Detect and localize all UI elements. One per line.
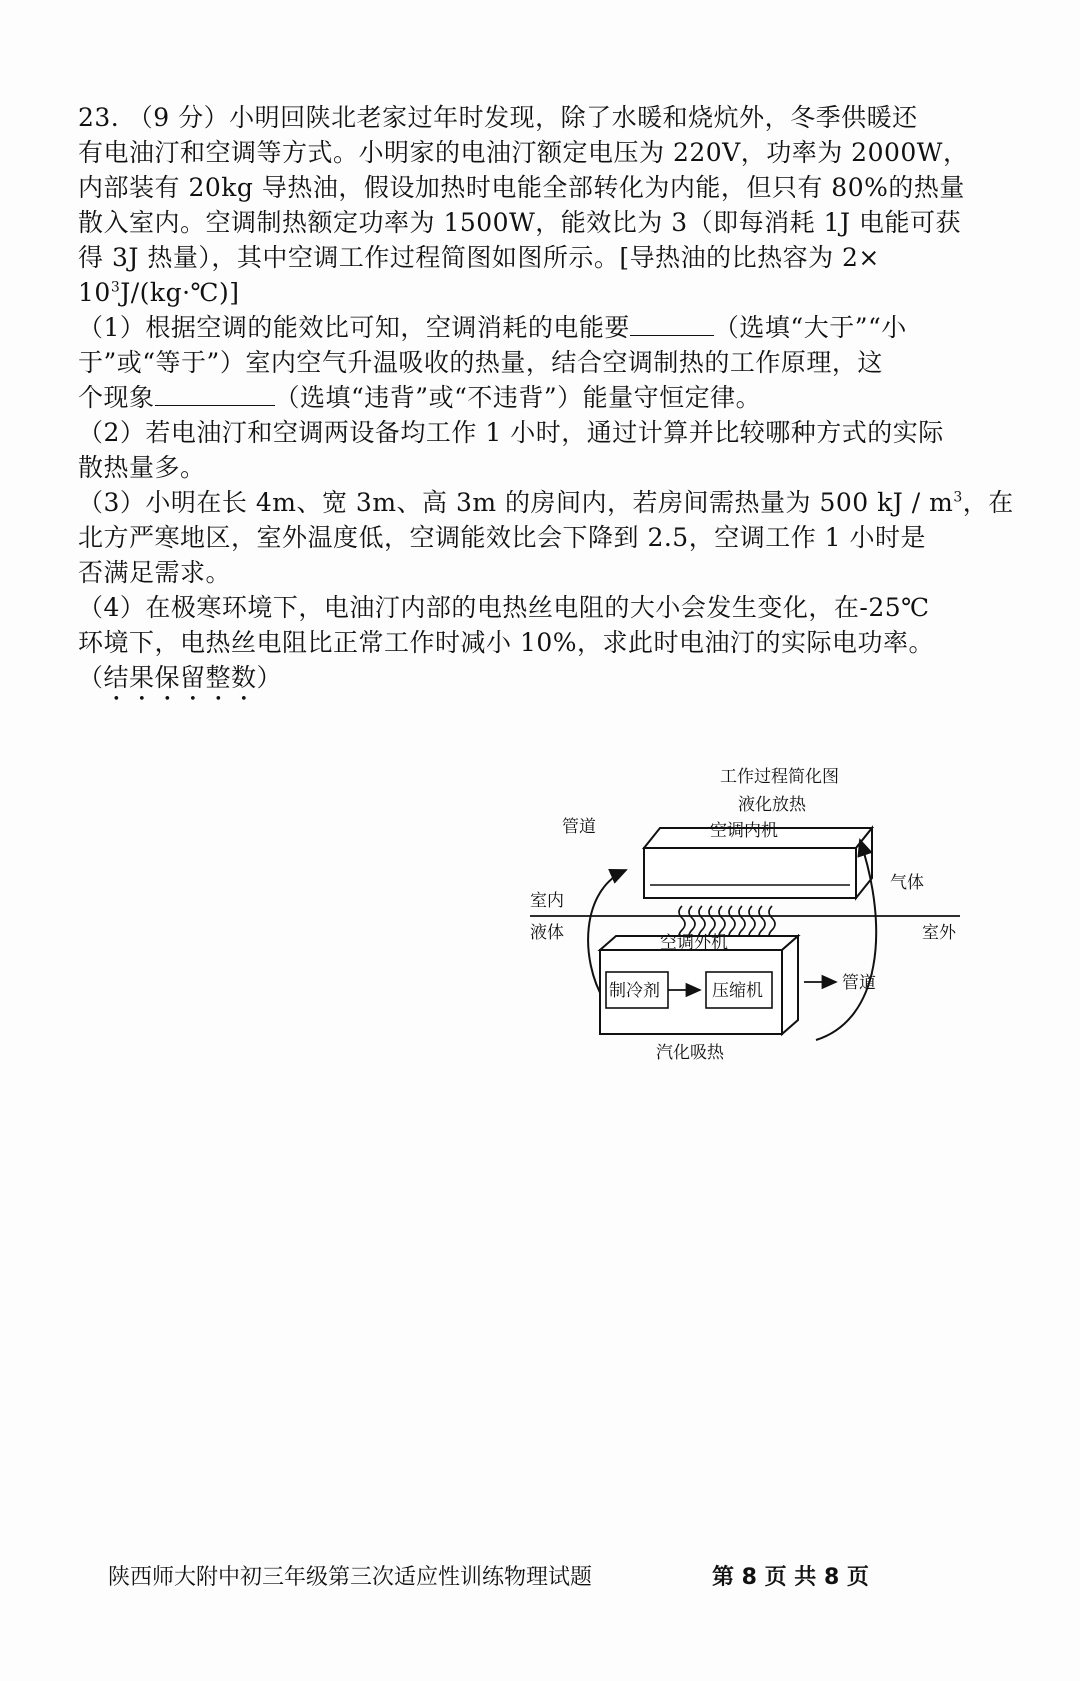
subquestion-text: （3）小明在长 4m、宽 3m、高 3m 的房间内，若房间需热量为 500 kJ / m xyxy=(78,488,954,517)
subquestion-4-line xyxy=(78,660,988,707)
question-text: 有电油汀和空调等方式。小明家的电油汀额定电压为 220V，功率为 2000W， xyxy=(78,138,969,167)
outdoor-unit xyxy=(600,933,798,1034)
emphasized-note: 结果保留整数 xyxy=(103,663,257,692)
indoor-label: 室内 xyxy=(530,891,564,911)
question-text: 散入室内。空调制热额定功率为 1500W，能效比为 3（即每消耗 1J 电能可获 xyxy=(78,208,961,237)
answer-blank-2[interactable] xyxy=(155,383,275,406)
subquestion-4-text: 环境下，电热丝电阻比正常工作时减小 10%，求此时电油汀的实际电功率。 xyxy=(78,628,935,657)
pipe-label-left: 管道 xyxy=(562,817,596,837)
subquestion-4-text: （4）在极寒环境下，电油汀内部的电热丝电阻的大小会发生变化，在-25℃ xyxy=(78,593,930,622)
question-points: （9 分） xyxy=(127,103,230,132)
subquestion-3-text: 否满足需求。 xyxy=(78,558,232,587)
subquestion-text: （选填“违背”或“不违背”）能量守恒定律。 xyxy=(274,383,762,412)
subquestion-2-text: 散热量多。 xyxy=(78,453,206,482)
question-text: J/(kg·℃)] xyxy=(120,278,240,307)
subquestion-2-text: （2）若电油汀和空调两设备均工作 1 小时，通过计算并比较哪种方式的实际 xyxy=(78,418,944,447)
condensation-label: 液化放热 xyxy=(738,795,806,815)
subquestion-1-line xyxy=(78,380,988,415)
question-line xyxy=(78,100,988,135)
subquestion-3-text: 北方严寒地区，室外温度低，空调能效比会下降到 2.5，空调工作 1 小时是 xyxy=(78,523,927,552)
subquestion-1-line xyxy=(78,310,988,345)
question-text: 内部装有 20kg 导热油，假设加热时电能全部转化为内能，但只有 80%的热量 xyxy=(78,173,965,202)
question-line xyxy=(78,275,988,310)
page-number: 第 8 页 共 8 页 xyxy=(712,1565,869,1590)
liquid-label: 液体 xyxy=(530,923,564,943)
subquestion-3-line xyxy=(78,485,1014,520)
subquestion-text: 个现象 xyxy=(78,383,155,412)
question-text: 10 xyxy=(78,278,111,307)
pipe-label-right: 管道 xyxy=(842,973,876,993)
subquestion-text: （1）根据空调的能效比可知，空调消耗的电能要 xyxy=(78,313,630,342)
question-text: 小明回陕北老家过年时发现，除了水暖和烧炕外，冬季供暖还 xyxy=(229,103,918,132)
outdoor-unit-label: 空调外机 xyxy=(660,933,728,953)
superscript: 3 xyxy=(110,279,121,296)
question-23 xyxy=(78,100,1014,707)
subquestion-text: （选填“大于”“小 xyxy=(713,313,907,342)
evaporation-label: 汽化吸热 xyxy=(656,1043,724,1063)
subquestion-text: 于”或“等于”）室内空气升温吸收的热量，结合空调制热的工作原理，这 xyxy=(78,348,883,377)
compressor-label: 压缩机 xyxy=(712,981,763,1001)
outdoor-label: 室外 xyxy=(922,923,956,943)
ac-process-diagram xyxy=(530,767,980,1100)
indoor-unit xyxy=(644,821,872,898)
subquestion-text: ，在 xyxy=(962,488,1014,517)
refrigerant-label: 制冷剂 xyxy=(609,981,660,1001)
diagram-title: 工作过程简化图 xyxy=(720,767,839,787)
exam-title: 陕西师大附中初三年级第三次适应性训练物理试题 xyxy=(108,1565,593,1590)
answer-blank-1[interactable] xyxy=(630,313,714,336)
gas-label: 气体 xyxy=(890,873,924,893)
superscript: 3 xyxy=(953,489,963,506)
bracket: （ xyxy=(78,663,104,692)
question-number: 23. xyxy=(78,103,120,132)
bracket: ） xyxy=(256,663,283,692)
diagram-svg xyxy=(530,767,980,1100)
question-text: 得 3J 热量），其中空调工作过程简图如图所示。[导热油的比热容为 2× xyxy=(78,243,880,272)
indoor-unit-label: 空调内机 xyxy=(710,821,778,841)
